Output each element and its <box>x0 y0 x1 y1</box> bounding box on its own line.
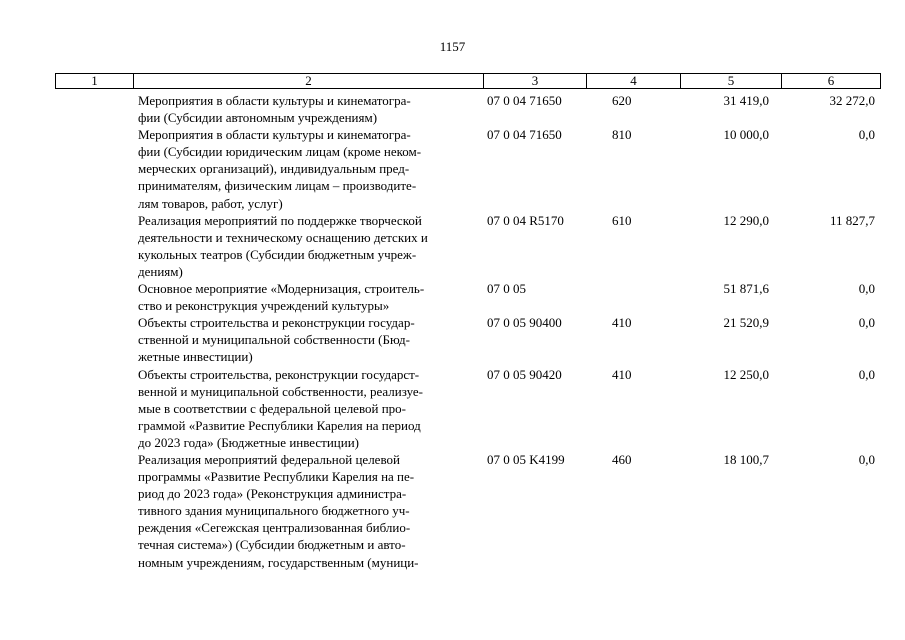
row-value-5: 10 000,0 <box>723 127 769 143</box>
table-row <box>0 92 905 126</box>
page-number: 1157 <box>439 39 466 54</box>
row-value-5: 12 250,0 <box>723 366 769 382</box>
row-code: 07 0 05 90420 <box>487 366 562 382</box>
row-expense-type: 620 <box>612 93 632 108</box>
row-description: Объекты строительства, реконструкции государст- венной и муниципальной собственности, реализуе- мые в соответствии с федеральной целевой про- граммой «Развитие Республики Карелия на период до 2023 года» (Бюджетные инвестиции) <box>138 366 423 450</box>
column-header-1: 1 <box>56 74 134 88</box>
row-value-6: 0,0 <box>858 366 875 382</box>
row-code: 07 0 04 71650 <box>487 93 562 108</box>
column-header-5: 5 <box>681 74 782 88</box>
column-header-6: 6 <box>827 73 835 88</box>
row-value-5: 51 871,6 <box>723 281 769 297</box>
row-description: Реализация мероприятий федеральной целевой программы «Развитие Республики Карелия на пе- риод до 2023 года» (Реконструкция администра- тивного здания муниципального бюджетного уч- реждения «Сегежская централизованная библио- течная система») (Субсидии бюджетным и авто- номным учреждениям, государственным (муници- <box>138 451 419 570</box>
column-header-4: 4 <box>587 74 681 88</box>
table-row <box>0 212 905 280</box>
column-header-3: 3 <box>484 74 587 88</box>
row-value-6: 0,0 <box>858 127 875 143</box>
row-value-6: 0,0 <box>858 281 875 297</box>
row-value-6: 0,0 <box>858 315 875 331</box>
table-row <box>0 126 905 211</box>
table-body <box>0 92 905 571</box>
row-description: Объекты строительства и реконструкции государ- ственной и муниципальной собственности (Бюд- жетные инвестиции) <box>138 315 415 365</box>
row-value-5: 31 419,0 <box>723 93 769 108</box>
row-description: Мероприятия в области культуры и кинематогра- фии (Субсидии юридическим лицам (кроме неком- мерческих организаций), индивидуальным пред- принимателям, физическим лицам – производите- лям товаров, работ, услуг) <box>138 127 422 211</box>
row-code: 07 0 05 K4199 <box>487 451 565 467</box>
table-row <box>0 314 905 365</box>
row-value-5: 18 100,7 <box>723 451 769 467</box>
row-expense-type: 410 <box>612 315 632 331</box>
table-header <box>55 73 881 89</box>
row-code: 07 0 05 90400 <box>487 315 562 331</box>
row-code: 07 0 04 71650 <box>487 127 562 143</box>
row-expense-type: 610 <box>612 212 632 228</box>
row-expense-type: 810 <box>612 127 632 143</box>
row-description: Мероприятия в области культуры и кинематогра- фии (Субсидии автономным учреждениям) <box>138 93 411 126</box>
row-expense-type: 410 <box>612 366 632 382</box>
row-value-5: 21 520,9 <box>723 315 769 331</box>
row-code: 07 0 04 R5170 <box>487 212 564 228</box>
table-row <box>0 366 905 451</box>
table-row <box>0 280 905 314</box>
row-code: 07 0 05 <box>487 281 526 297</box>
row-value-6: 32 272,0 <box>829 93 875 108</box>
row-description: Основное мероприятие «Модернизация, строитель- ство и реконструкция учреждений культуры» <box>138 281 425 314</box>
row-value-6: 0,0 <box>858 451 875 467</box>
table-row <box>0 451 905 571</box>
row-value-5: 12 290,0 <box>723 212 769 228</box>
row-description: Реализация мероприятий по поддержке творческой деятельности и техническому оснащению детских и кукольных театров (Субсидии бюджетным учреж- дениям) <box>138 212 428 279</box>
column-header-2: 2 <box>134 74 484 88</box>
row-expense-type: 460 <box>612 451 632 467</box>
row-value-6: 11 827,7 <box>829 212 875 228</box>
